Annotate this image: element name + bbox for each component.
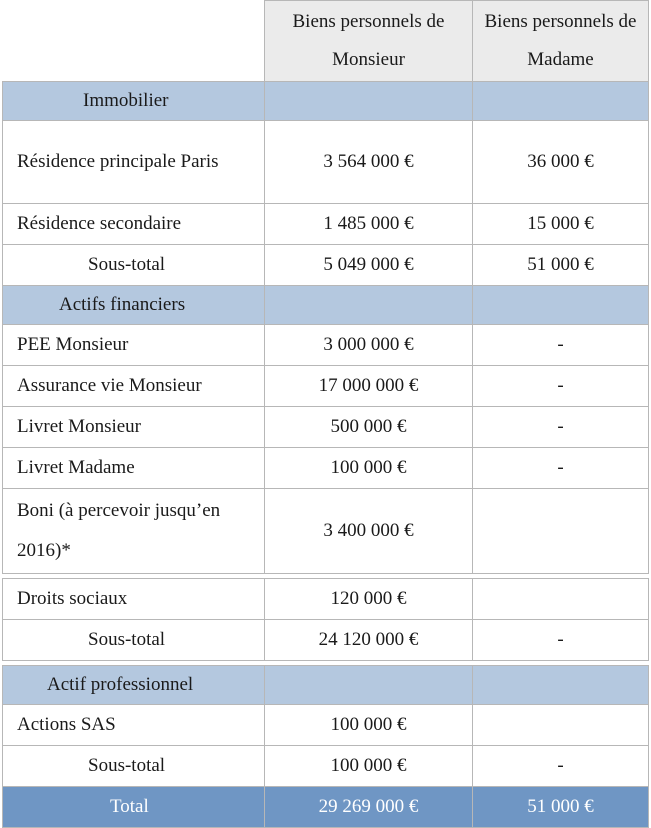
value-monsieur: 100 000 € [265, 705, 473, 746]
row-label: PEE Monsieur [3, 325, 265, 366]
section-row-actifs-financiers [3, 286, 649, 325]
value-monsieur: 3 000 000 € [265, 325, 473, 366]
assets-table [2, 0, 649, 828]
row-label: Livret Madame [3, 448, 265, 489]
value-monsieur: 1 485 000 € [265, 204, 473, 245]
value-madame [473, 705, 649, 746]
section-empty-cell [265, 82, 473, 121]
subtotal-monsieur: 5 049 000 € [265, 245, 473, 286]
subtotal-madame: 51 000 € [473, 245, 649, 286]
row-label: Résidence secondaire [3, 204, 265, 245]
subtotal-row [3, 620, 649, 661]
value-madame: 15 000 € [473, 204, 649, 245]
section-empty-cell [265, 286, 473, 325]
value-monsieur: 120 000 € [265, 579, 473, 620]
section-title: Actifs financiers [3, 286, 265, 325]
total-row [3, 787, 649, 828]
section-empty-cell [473, 666, 649, 705]
table-row [3, 489, 649, 574]
total-monsieur: 29 269 000 € [265, 787, 473, 828]
section-title: Immobilier [3, 82, 265, 121]
subtotal-madame: - [473, 620, 649, 661]
subtotal-madame: - [473, 746, 649, 787]
header-blank-cell [3, 1, 265, 82]
row-label: Assurance vie Monsieur [3, 366, 265, 407]
value-monsieur: 17 000 000 € [265, 366, 473, 407]
value-madame [473, 579, 649, 620]
value-madame: - [473, 448, 649, 489]
section-row-immobilier [3, 82, 649, 121]
column-header-monsieur: Biens personnels de Monsieur [265, 1, 473, 82]
table-row [3, 448, 649, 489]
subtotal-row [3, 245, 649, 286]
value-madame: 36 000 € [473, 121, 649, 204]
table-row [3, 121, 649, 204]
header-row [3, 1, 649, 82]
table-row [3, 579, 649, 620]
row-label: Actions SAS [3, 705, 265, 746]
subtotal-label: Sous-total [3, 245, 265, 286]
column-header-madame: Biens personnels de Madame [473, 1, 649, 82]
subtotal-label: Sous-total [3, 620, 265, 661]
value-monsieur: 3 400 000 € [265, 489, 473, 574]
total-label: Total [3, 787, 265, 828]
subtotal-monsieur: 100 000 € [265, 746, 473, 787]
table-row [3, 705, 649, 746]
row-label: Livret Monsieur [3, 407, 265, 448]
section-title: Actif professionnel [3, 666, 265, 705]
table-row [3, 366, 649, 407]
row-label: Résidence principale Paris [3, 121, 265, 204]
subtotal-monsieur: 24 120 000 € [265, 620, 473, 661]
row-label: Boni (à percevoir jusqu’en 2016)* [3, 489, 265, 574]
section-row-actif-professionnel [3, 666, 649, 705]
value-madame: - [473, 325, 649, 366]
value-madame: - [473, 407, 649, 448]
total-madame: 51 000 € [473, 787, 649, 828]
section-empty-cell [473, 286, 649, 325]
value-monsieur: 500 000 € [265, 407, 473, 448]
table-row [3, 325, 649, 366]
subtotal-label: Sous-total [3, 746, 265, 787]
value-monsieur: 3 564 000 € [265, 121, 473, 204]
value-madame: - [473, 366, 649, 407]
value-monsieur: 100 000 € [265, 448, 473, 489]
row-label: Droits sociaux [3, 579, 265, 620]
section-empty-cell [473, 82, 649, 121]
table-row [3, 204, 649, 245]
subtotal-row [3, 746, 649, 787]
value-madame [473, 489, 649, 574]
section-empty-cell [265, 666, 473, 705]
table-row [3, 407, 649, 448]
